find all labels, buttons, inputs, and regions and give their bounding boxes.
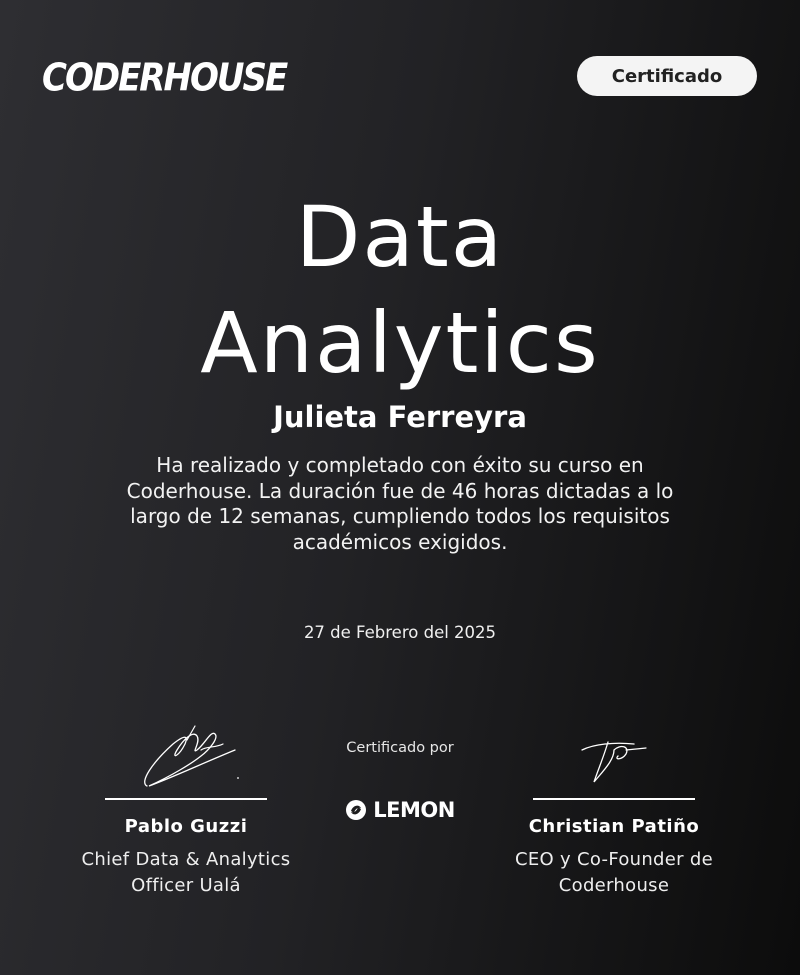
signature-line — [533, 798, 695, 800]
signer-role: CEO y Co-Founder de Coderhouse — [515, 849, 713, 896]
signer-name: Christian Patiño — [528, 816, 700, 837]
signature-christian-patino — [484, 710, 744, 790]
course-title-line1: Data — [295, 188, 505, 286]
signature-scribble-icon — [131, 720, 241, 790]
certificate-badge: Certificado — [577, 56, 757, 96]
signer-name: Pablo Guzzi — [124, 816, 248, 837]
signature-line — [105, 798, 267, 800]
course-title — [0, 184, 800, 396]
completion-description: Ha realizado y completado con éxito su curso en Coderhouse. La duración fue de 46 horas dictadas a lo largo de 12 semanas, cumpliendo todos los requisitos académicos exigidos. — [126, 453, 674, 554]
recipient-name: Julieta Ferreyra — [273, 400, 527, 434]
lemon-icon — [345, 799, 367, 821]
lemon-logo — [300, 798, 500, 822]
signature-scribble-icon — [574, 730, 654, 790]
signer-right — [484, 710, 744, 899]
lemon-wordmark: LEMON — [373, 798, 455, 822]
coderhouse-logo: CODERHOUSE — [42, 56, 287, 101]
signature-pablo-guzzi — [56, 710, 316, 790]
issue-date: 27 de Febrero del 2025 — [303, 623, 497, 642]
certified-by-label: Certificado por — [346, 740, 454, 756]
course-title-line2: Analytics — [200, 294, 600, 392]
signer-role: Chief Data & Analytics Officer Ualá — [81, 849, 291, 896]
signer-left — [56, 710, 316, 899]
